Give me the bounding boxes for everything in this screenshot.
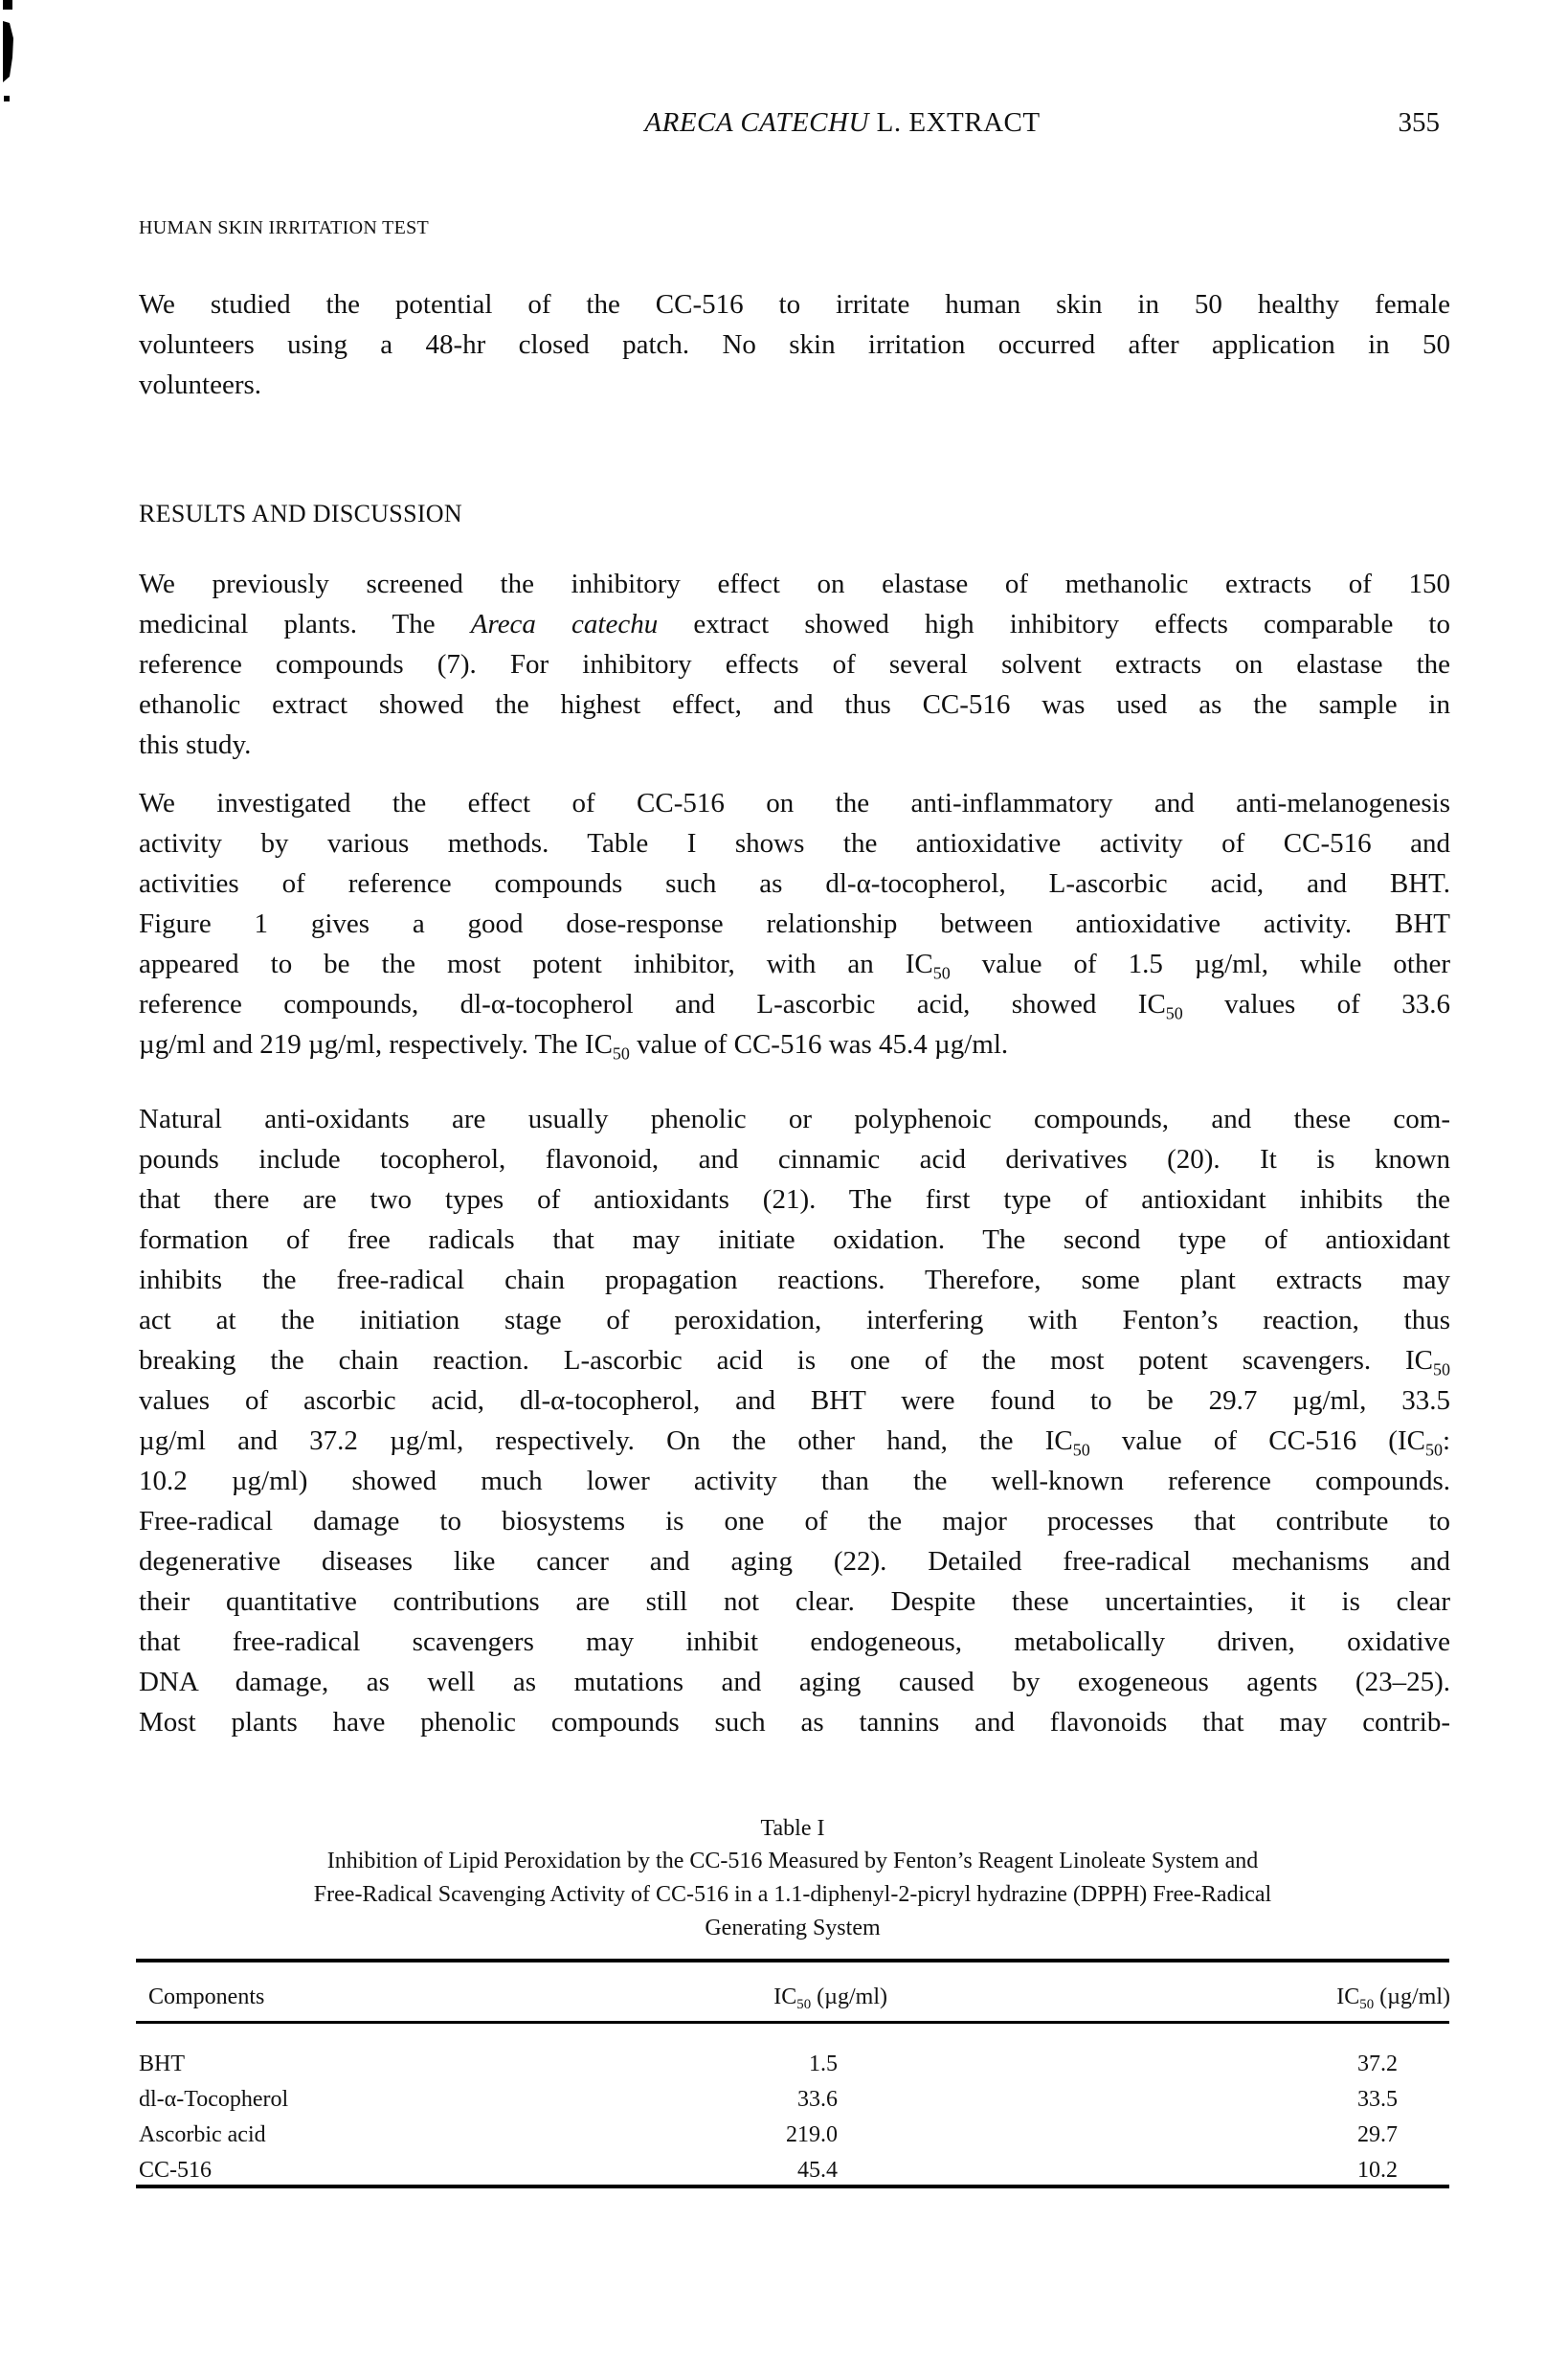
text-line: reference compounds (7). For inhibitory effects of several solvent extracts on elastase the: [139, 649, 1450, 680]
text-line: ethanolic extract showed the highest effect, and thus CC-516 was used as the sample in: [139, 689, 1450, 720]
cell-dpph-ic50: 37.2: [1357, 2052, 1398, 2076]
text-line: inhibits the free-radical chain propagation reactions. Therefore, some plant extracts may: [139, 1265, 1450, 1295]
cell-lipid-ic50: 1.5: [809, 2052, 838, 2076]
running-title: [134, 107, 1474, 139]
table-label: Table I: [760, 1816, 825, 1841]
section-results: [139, 500, 1450, 528]
text-line: µg/ml and 219 µg/ml, respectively. The $IC_{50}$ value of CC-516 was 45.4 µg/ml.: [139, 1029, 1009, 1064]
cell-lipid-ic50: 219.0: [786, 2122, 838, 2147]
text-line: Most plants have phenolic compounds such as tannins and flavonoids that may contrib-: [139, 1707, 1450, 1738]
text-line: We studied the potential of the CC-516 to irritate human skin in 50 healthy female: [139, 289, 1450, 320]
cell-dpph-ic50: 29.7: [1357, 2122, 1398, 2147]
page-number: 355: [1398, 107, 1440, 138]
text-line: values of ascorbic acid, dl-α-tocopherol, and BHT were found to be 29.7 µg/ml, 33.5: [139, 1385, 1450, 1416]
text-line: appeared to be the most potent inhibitor, with an $IC_{50}$ value of 1.5 µg/ml, while other: [139, 949, 1450, 983]
cell-component: Ascorbic acid: [139, 2122, 266, 2147]
text-line: degenerative diseases like cancer and aging (22). Detailed free-radical mechanisms and: [139, 1546, 1450, 1577]
table-header-rule: [136, 2021, 1449, 2024]
text-line: reference compounds, dl-α-tocopherol and L-ascorbic acid, showed $IC_{50}$ values of 33.6: [139, 989, 1450, 1023]
cell-component: BHT: [139, 2052, 185, 2076]
text-line: volunteers using a 48-hr closed patch. No skin irritation occurred after application in 50: [139, 329, 1450, 360]
results-paragraph-2: [139, 783, 1450, 1065]
table-header: [139, 1985, 1450, 2020]
text-line: that there are two types of antioxidants (21). The first type of antioxidant inhibits the: [139, 1184, 1450, 1215]
running-title-rest: L. EXTRACT: [868, 107, 1041, 138]
results-paragraph-3: [139, 1099, 1450, 1742]
text-line: Free-radical damage to biosystems is one of the major processes that contribute to: [139, 1506, 1450, 1536]
table-top-rule: [136, 1959, 1449, 1962]
cell-lipid-ic50: 33.6: [797, 2087, 838, 2112]
table-caption-line: Free-Radical Scavenging Activity of CC-516 in a 1.1-diphenyl-2-picryl hydrazine (DPPH) Free-Radical: [313, 1882, 1272, 1907]
table-header-row: [139, 1985, 1450, 2020]
text-line: µg/ml and 37.2 µg/ml, respectively. On the other hand, the $IC_{50}$ value of CC-516 ($IC_{50}$:: [139, 1425, 1450, 1460]
text-line: Figure 1 gives a good dose-response relationship between antioxidative activity. BHT: [139, 908, 1450, 939]
section-heading-skin-irritation: HUMAN SKIN IRRITATION TEST: [139, 217, 430, 238]
text-line: 10.2 µg/ml) showed much lower activity than the well-known reference compounds.: [139, 1466, 1450, 1496]
text-line: We investigated the effect of CC-516 on the anti-inflammatory and anti-melanogenesis: [139, 788, 1450, 818]
skin-irritation-paragraph: [139, 284, 1450, 405]
table-row: [139, 2087, 1450, 2122]
table-bottom-rule: [136, 2185, 1449, 2188]
table-caption-line: Generating System: [705, 1916, 881, 1940]
text-line: this study.: [139, 729, 252, 760]
species-name: Areca catechu: [470, 609, 659, 639]
text-line: that free-radical scavengers may inhibit endogeneous, metabolically driven, oxidative: [139, 1626, 1450, 1657]
table-row: [139, 2052, 1450, 2087]
column-header-dpph-ic50: $IC_{50}$ (µg/ml): [1336, 1985, 1450, 2013]
text-line: their quantitative contributions are still not clear. Despite these uncertainties, it is clear: [139, 1586, 1450, 1617]
running-title-italic: ARECA CATECHU: [644, 107, 869, 138]
table-caption-line: Inhibition of Lipid Peroxidation by the CC-516 Measured by Fenton’s Reagent Linoleate System and: [326, 1849, 1259, 1873]
text-line: activity by various methods. Table I shows the antioxidative activity of CC-516 and: [139, 828, 1450, 859]
cell-dpph-ic50: 10.2: [1357, 2158, 1398, 2183]
text-line: Natural anti-oxidants are usually phenolic or polyphenoic compounds, and these com-: [139, 1104, 1450, 1134]
text-line: We previously screened the inhibitory effect on elastase of methanolic extracts of 150: [139, 569, 1450, 599]
text-line: breaking the chain reaction. L-ascorbic acid is one of the most potent scavengers. $IC_{50}$: [139, 1345, 1450, 1379]
text-line: formation of free radicals that may initiate oxidation. The second type of antioxidant: [139, 1224, 1450, 1255]
cell-dpph-ic50: 33.5: [1357, 2087, 1398, 2112]
table-row: [139, 2122, 1450, 2158]
table-caption: [134, 1812, 1451, 1945]
section-heading-results: RESULTS AND DISCUSSION: [139, 500, 462, 527]
text-line: pounds include tocopherol, flavonoid, and cinnamic acid derivatives (20). It is known: [139, 1144, 1450, 1175]
text-line: medicinal plants. The Areca catechu extract showed high inhibitory effects comparable to: [139, 609, 1450, 639]
cell-lipid-ic50: 45.4: [797, 2158, 838, 2183]
section-skin-irritation: [139, 217, 1450, 239]
cell-component: dl-α-Tocopherol: [139, 2087, 289, 2112]
table-body: [139, 2052, 1450, 2193]
text-line: activities of reference compounds such as dl-α-tocopherol, L-ascorbic acid, and BHT.: [139, 868, 1450, 899]
column-header-components: Components: [148, 1985, 265, 2009]
scan-artifact-mark: [0, 0, 19, 115]
cell-component: CC-516: [139, 2158, 213, 2183]
results-paragraph-1: [139, 564, 1450, 765]
text-line: volunteers.: [139, 370, 262, 400]
text-line: act at the initiation stage of peroxidation, interfering with Fenton’s reaction, thus: [139, 1305, 1450, 1335]
text-line: DNA damage, as well as mutations and aging caused by exogeneous agents (23–25).: [139, 1667, 1450, 1697]
column-header-lipid-ic50: $IC_{50}$ (µg/ml): [773, 1985, 887, 2013]
running-head: [134, 107, 1474, 146]
